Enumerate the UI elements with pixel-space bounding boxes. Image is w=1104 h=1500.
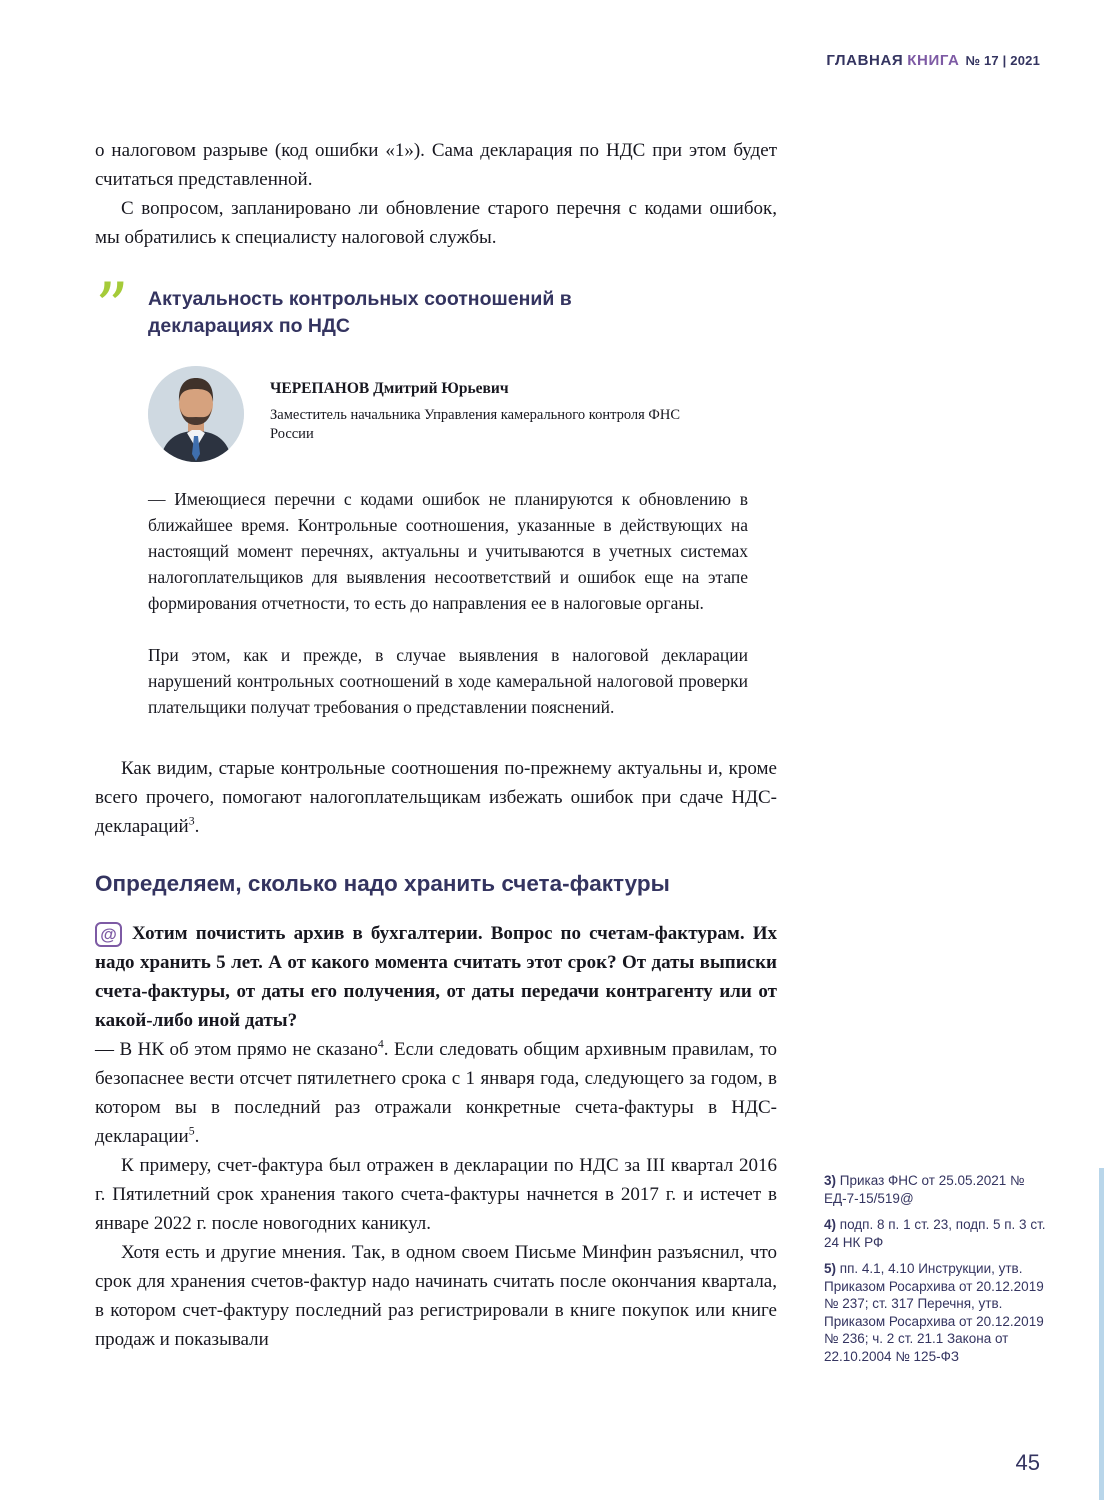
footnote-4-number: 4) — [824, 1217, 837, 1232]
quote-header — [95, 269, 777, 346]
intro-paragraph-2: С вопросом, запланировано ли обновление старого перечня с кодами ошибок, мы обратились к специалисту налоговой службы. — [95, 198, 777, 248]
answer-paragraph — [95, 1035, 777, 1151]
reader-question — [95, 919, 777, 1035]
brand-glavnaya: ГЛАВНАЯ — [826, 52, 904, 69]
footnote-3-number: 3) — [824, 1173, 837, 1188]
page-edge-bar — [1099, 1168, 1104, 1500]
issue-number: № 17 | 2021 — [965, 53, 1040, 68]
continuation-paragraph: Хотя есть и другие мнения. Так, в одном своем Письме Минфин разъяснил, что срок для хранения счетов-фактур надо начинать считать после окончания квартала, в котором счет-фактуру последний раз регистрировали в книге покупок или книге продаж и показывали — [95, 1242, 777, 1350]
expert-quote-block — [95, 269, 777, 720]
author-info — [270, 366, 700, 444]
page-number: 45 — [1015, 1450, 1040, 1475]
magazine-header — [826, 52, 1040, 69]
answer-part-2: . Если следовать общим архивным правилам, то безопаснее вести отсчет пятилетнего срока с 1 января года, следующего за годом, в котором вы в последний раз отражали конкретные счета-фактуры в НДС-декларации — [95, 1039, 777, 1147]
author-block — [148, 366, 777, 462]
conclusion-paragraph — [95, 754, 777, 841]
author-role: Заместитель начальника Управления камерального контроля ФНС России — [270, 407, 681, 442]
author-name: ЧЕРЕПАНОВ Дмитрий Юрьевич — [270, 380, 509, 397]
question-text: Хотим почистить архив в бухгалтерии. Вопрос по счетам-фактурам. Их надо хранить 5 лет. А от какого момента считать этот срок? От даты выписки счета-фактуры, от даты его получения, от даты передачи контрагенту или от какой-либо иной даты? — [95, 923, 777, 1031]
intro-paragraph-1: о налоговом разрыве (код ошибки «1»). Сама декларация по НДС при этом будет считаться представленной. — [95, 140, 777, 190]
answer-part-1: — В НК об этом прямо не сказано — [95, 1039, 378, 1060]
footnote-3 — [824, 1172, 1048, 1207]
at-icon: @ — [95, 922, 122, 947]
section-heading: Определяем, сколько надо хранить счета-фактуры — [95, 871, 670, 896]
conclusion-text: Как видим, старые контрольные соотношения по-прежнему актуальны и, кроме всего прочего, помогают налогоплательщикам избежать ошибок при сдаче НДС-деклараций — [95, 758, 777, 837]
quote-paragraph-2: При этом, как и прежде, в случае выявления в налоговой декларации нарушений контрольных соотношений в ходе камеральной налоговой проверки плательщики получат требования о представлении пояснений. — [148, 645, 748, 717]
author-photo — [148, 366, 244, 462]
footnote-ref-3: 3 — [188, 814, 195, 828]
main-column — [95, 136, 777, 1354]
example-paragraph: К примеру, счет-фактура был отражен в декларации по НДС за III квартал 2016 г. Пятилетний срок хранения такого счета-фактуры начнется в 2017 г. и истечет в январе 2022 г. после новогодних каникул. — [95, 1155, 777, 1234]
conclusion-tail: . — [194, 816, 200, 837]
person-avatar-graphic — [148, 366, 244, 462]
footnote-5-text: пп. 4.1, 4.10 Инструкции, утв. Приказом Росархива от 20.12.2019 № 237; ст. 317 Перечня, утв. Приказом Росархива от 20.12.2019 № 236; ч. 2 ст. 21.1 Закона от 22.10.2004 № 125-ФЗ — [824, 1261, 1044, 1364]
footnote-3-text: Приказ ФНС от 25.05.2021 № ЕД-7-15/519@ — [824, 1173, 1025, 1206]
footnote-5-number: 5) — [824, 1261, 837, 1276]
quote-marks-icon: ” — [95, 269, 126, 346]
quote-title: Актуальность контрольных соотношений в декларациях по НДС — [148, 288, 572, 337]
footnote-4 — [824, 1216, 1048, 1251]
footnote-4-text: подп. 8 п. 1 ст. 23, подп. 5 п. 3 ст. 24 НК РФ — [824, 1217, 1046, 1250]
footnote-ref-5: 5 — [188, 1124, 195, 1138]
footnote-5 — [824, 1260, 1048, 1365]
brand-kniga: КНИГА — [907, 52, 960, 69]
quote-paragraph-1: — Имеющиеся перечни с кодами ошибок не планируются к обновлению в ближайшее время. Контрольные соотношения, указанные в действующих на настоящий момент перечнях, актуальны и учитываются в учетных системах налогоплательщиков для выявления несоответствий и ошибок еще на этапе формирования отчетности, то есть до направления ее в налоговые органы. — [148, 489, 748, 613]
footnote-ref-4: 4 — [377, 1037, 384, 1051]
footnotes-sidebar — [824, 1172, 1048, 1374]
answer-part-3: . — [194, 1126, 200, 1147]
